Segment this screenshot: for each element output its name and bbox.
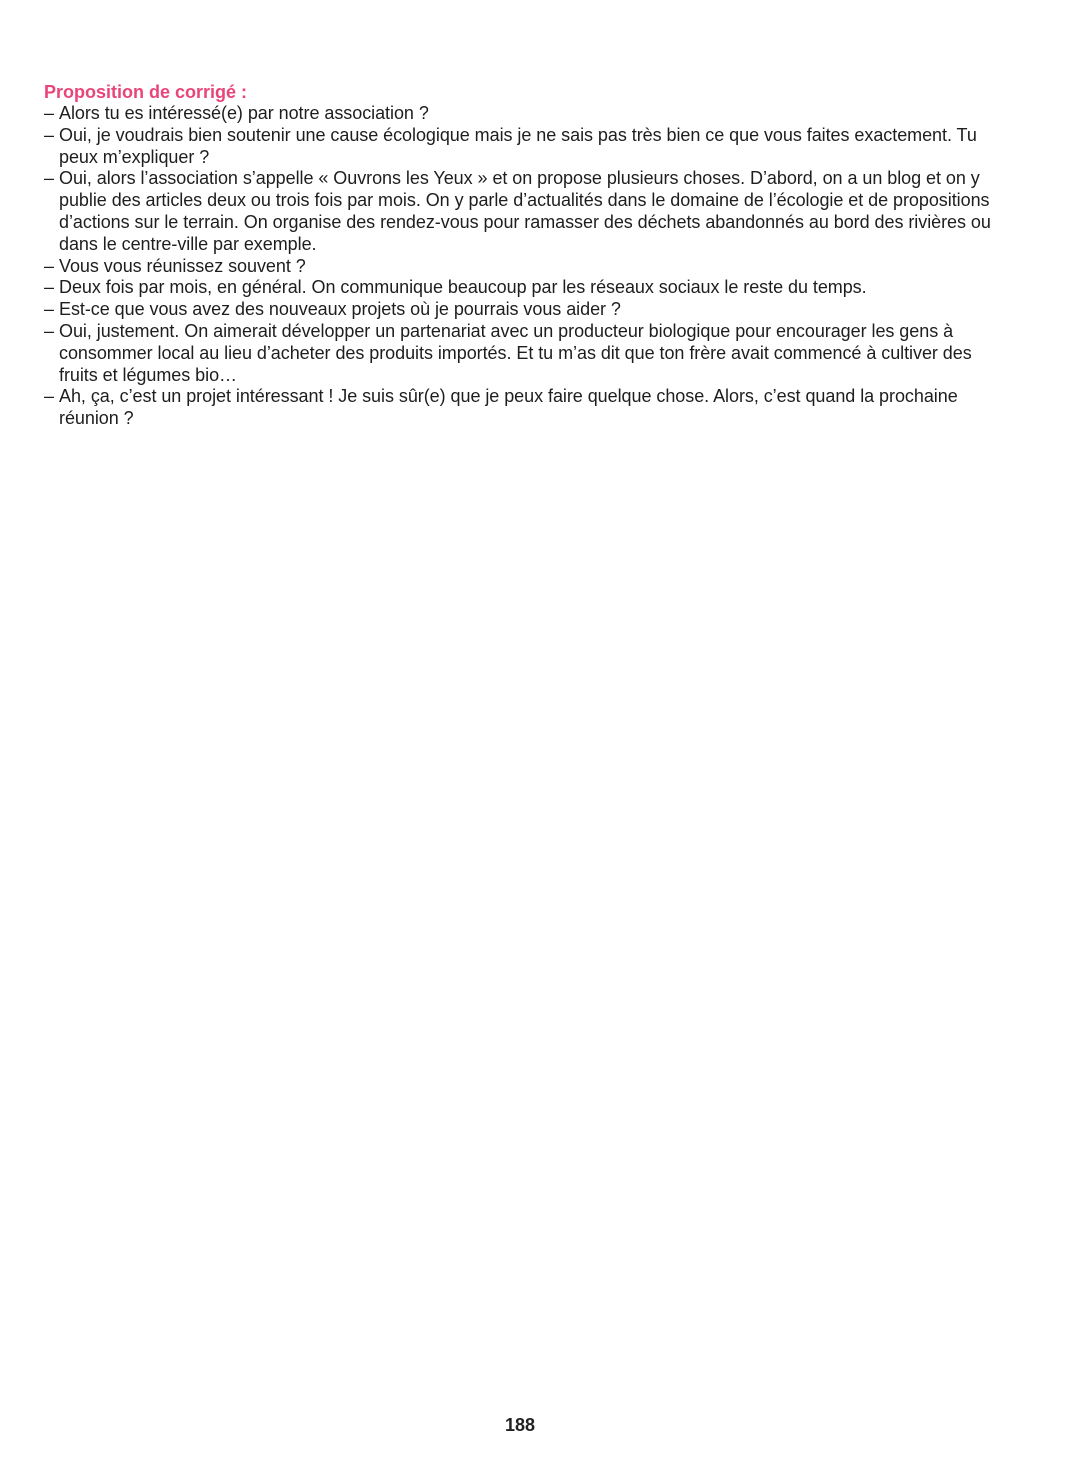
dialogue-line [44, 321, 1004, 386]
dialogue-text: Alors tu es intéressé(e) par notre association ? [59, 103, 429, 123]
dialogue-text: Oui, alors l’association s’appelle « Ouvrons les Yeux » et on propose plusieurs choses. D’abord, on a un blog et on y publie des articles deux ou trois fois par mois. On y parle d’actualités dans le domaine de l’écologie et de propositions d’actions sur le terrain. On organise des rendez-vous pour ramasser des déchets abandonnés au bord des rivières ou dans le centre-ville par exemple. [59, 168, 991, 254]
dash-marker: – [44, 386, 54, 407]
section-heading: Proposition de corrigé : [44, 82, 248, 102]
dash-marker: – [44, 103, 54, 123]
dialogue-text: Vous vous réunissez souvent ? [59, 255, 306, 276]
dialogue-list [44, 103, 1004, 430]
dialogue-line [44, 386, 1004, 430]
page-number: 188 [504, 1415, 536, 1435]
dialogue-text: Oui, justement. On aimerait développer un partenariat avec un producteur biologique pour encourager les gens à consommer local au lieu d’acheter des produits importés. Et tu m’as dit que ton frère avait commencé à cultiver des fruits et légumes bio… [59, 320, 972, 385]
dialogue-text: Deux fois par mois, en général. On communique beaucoup par les réseaux sociaux le reste du temps. [59, 277, 867, 298]
dialogue-line [44, 125, 1004, 169]
dialogue-line [44, 299, 1004, 321]
dash-marker: – [44, 124, 54, 145]
dialogue-text: Oui, je voudrais bien soutenir une cause écologique mais je ne sais pas très bien ce que vous faites exactement. Tu peux m’expliquer ? [59, 124, 977, 167]
dialogue-text: Est-ce que vous avez des nouveaux projets où je pourrais vous aider ? [59, 299, 621, 320]
dialogue-line [44, 168, 1004, 255]
dash-marker: – [44, 277, 54, 298]
dialogue-line [44, 256, 1004, 278]
dash-marker: – [44, 299, 54, 320]
dash-marker: – [44, 255, 54, 276]
dash-marker: – [44, 320, 54, 341]
dialogue-text: Ah, ça, c’est un projet intéressant ! Je suis sûr(e) que je peux faire quelque chose. Alors, c’est quand la prochaine réunion ? [59, 386, 958, 429]
dialogue-line [44, 103, 1004, 125]
dialogue-line [44, 277, 1004, 299]
answer-section [44, 81, 1004, 430]
dash-marker: – [44, 168, 54, 189]
